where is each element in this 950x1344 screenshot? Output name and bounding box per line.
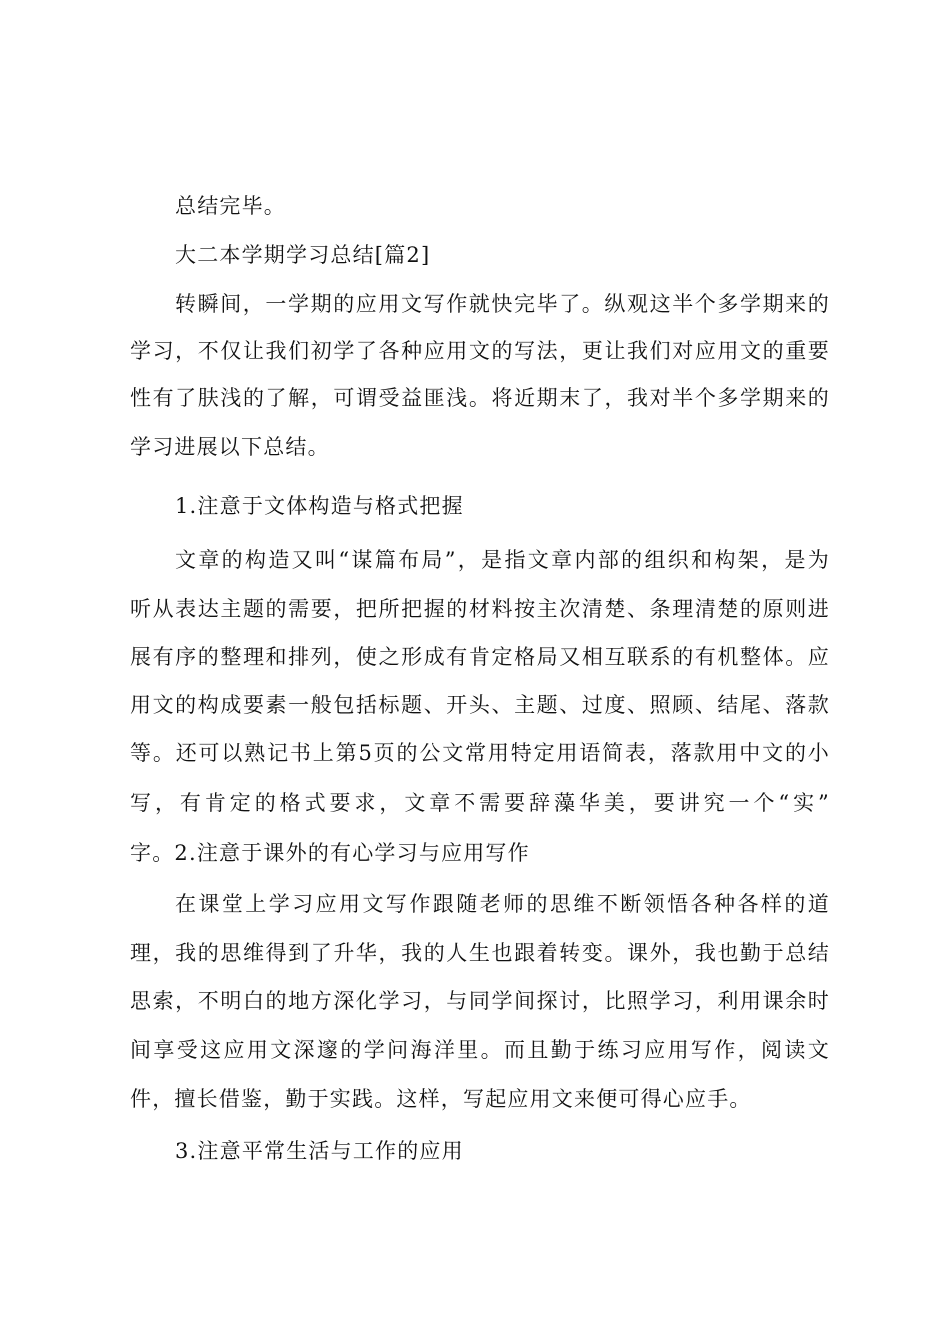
text-line: 理，我的思维得到了升华，我的人生也跟着转变。课外，我也勤于总结 — [130, 941, 830, 965]
text-line: 在课堂上学习应用文写作跟随老师的思维不断领悟各种各样的道 — [175, 892, 830, 916]
heading-1: 1.注意于文体构造与格式把握 — [175, 494, 464, 518]
text-line: 性有了肤浅的了解，可谓受益匪浅。将近期末了，我对半个多学期来的 — [130, 386, 830, 410]
text-line: 展有序的整理和排列，使之形成有肯定格局又相互联系的有机整体。应 — [130, 645, 830, 669]
text-line: 思索，不明白的地方深化学习，与同学间探讨，比照学习，利用课余时 — [130, 989, 830, 1013]
text-line: 转瞬间，一学期的应用文写作就快完毕了。纵观这半个多学期来的 — [175, 292, 830, 316]
text-line: 字。2.注意于课外的有心学习与应用写作 — [130, 841, 530, 865]
section-title: 大二本学期学习总结[篇2] — [175, 243, 431, 267]
text-line: 学习进展以下总结。 — [130, 435, 330, 459]
text-line: 件，擅长借鉴，勤于实践。这样，写起应用文来便可得心应手。 — [130, 1087, 752, 1111]
text-line: 总结完毕。 — [175, 194, 286, 218]
text-line: 学习，不仅让我们初学了各种应用文的写法，更让我们对应用文的重要 — [130, 339, 830, 363]
text-line: 用文的构成要素一般包括标题、开头、主题、过度、照顾、结尾、落款 — [130, 693, 830, 717]
text-line: 等。还可以熟记书上第5页的公文常用特定用语简表，落款用中文的小 — [130, 741, 830, 765]
text-line: 文章的构造又叫“谋篇布局”，是指文章内部的组织和构架，是为 — [175, 548, 830, 572]
text-line: 写，有肯定的格式要求，文章不需要辞藻华美，要讲究一个“实” — [130, 791, 830, 815]
text-line: 听从表达主题的需要，把所把握的材料按主次清楚、条理清楚的原则进 — [130, 597, 830, 621]
heading-3: 3.注意平常生活与工作的应用 — [175, 1139, 464, 1163]
text-line: 间享受这应用文深邃的学问海洋里。而且勤于练习应用写作，阅读文 — [130, 1038, 830, 1062]
